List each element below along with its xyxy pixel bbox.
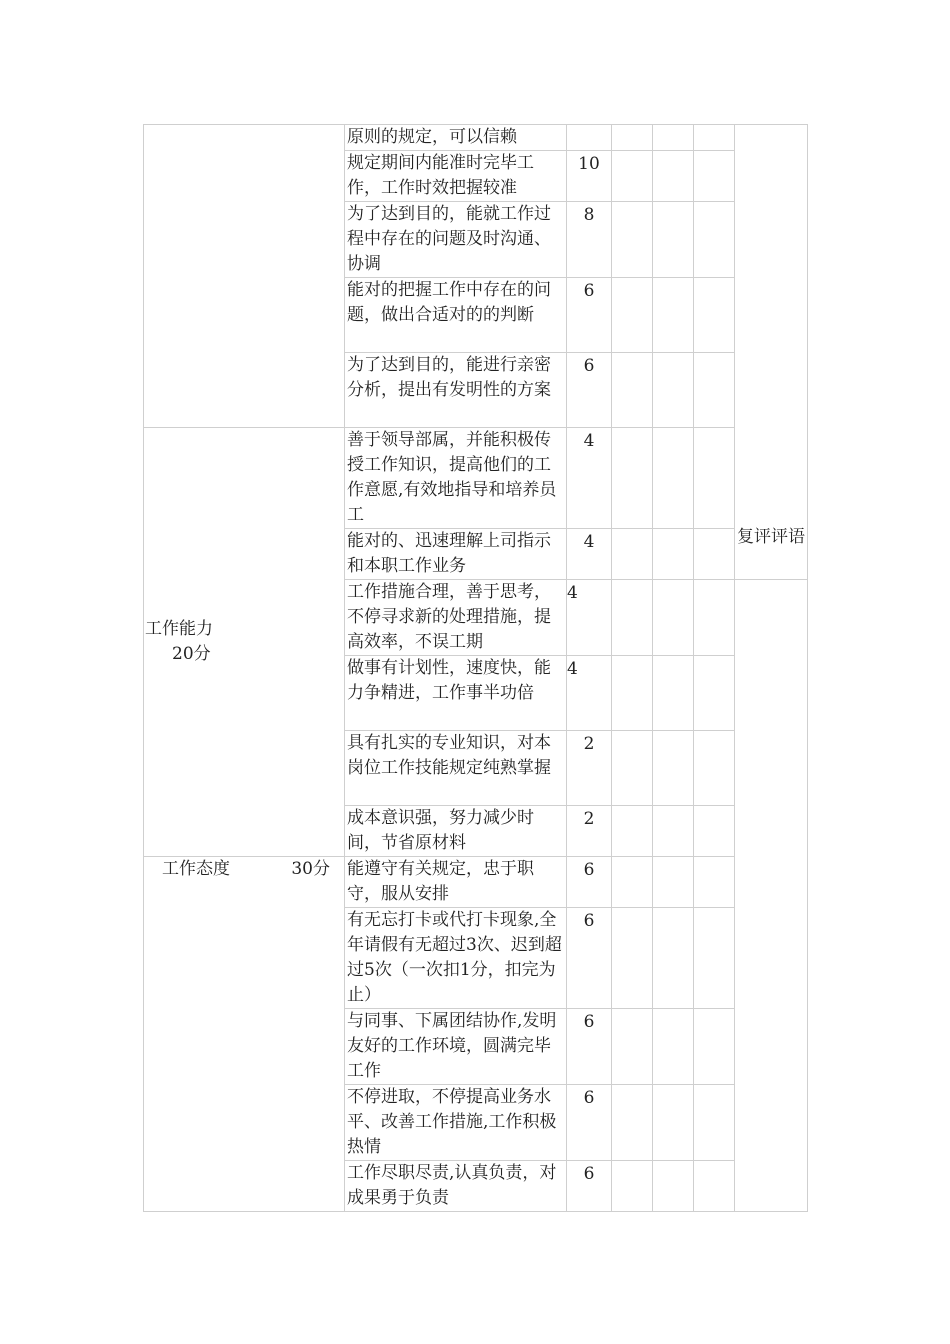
blank-cell — [653, 529, 694, 580]
criterion-cell: 为了达到目的，能进行亲密分析，提出有发明性的方案 — [345, 353, 567, 428]
blank-cell — [612, 908, 653, 1009]
category-cell-previous — [144, 125, 345, 428]
blank-cell — [612, 1085, 653, 1161]
blank-cell — [653, 428, 694, 529]
blank-cell — [612, 656, 653, 731]
blank-cell — [612, 278, 653, 353]
score-cell: 6 — [567, 857, 612, 908]
score-cell: 4 — [567, 656, 612, 731]
criterion-cell: 能遵守有关规定，忠于职守，服从安排 — [345, 857, 567, 908]
blank-cell — [653, 353, 694, 428]
criterion-cell: 原则的规定，可以信赖 — [345, 125, 567, 151]
blank-cell — [694, 580, 735, 656]
score-cell: 6 — [567, 1085, 612, 1161]
blank-cell — [612, 151, 653, 202]
score-cell: 6 — [567, 1009, 612, 1085]
score-cell: 10 — [567, 151, 612, 202]
category-ability-name: 工作能力 — [145, 619, 213, 639]
blank-cell — [612, 806, 653, 857]
score-cell: 4 — [567, 428, 612, 529]
blank-cell — [653, 151, 694, 202]
blank-cell — [612, 731, 653, 806]
category-attitude-points: 30分 — [291, 859, 330, 879]
criterion-cell: 为了达到目的，能就工作过程中存在的问题及时沟通、协调 — [345, 202, 567, 278]
score-cell: 4 — [567, 529, 612, 580]
blank-cell — [694, 731, 735, 806]
category-attitude-name: 工作态度 — [162, 859, 230, 879]
blank-cell — [694, 202, 735, 278]
blank-cell — [653, 806, 694, 857]
score-cell: 2 — [567, 731, 612, 806]
evaluation-table — [143, 124, 808, 1212]
blank-cell — [694, 806, 735, 857]
criterion-cell: 工作措施合理，善于思考，不停寻求新的处理措施，提高效率，不误工期 — [345, 580, 567, 656]
category-work-ability — [144, 428, 345, 857]
score-cell: 2 — [567, 806, 612, 857]
blank-cell — [694, 1161, 735, 1212]
blank-cell — [694, 908, 735, 1009]
blank-cell — [694, 656, 735, 731]
blank-cell — [694, 353, 735, 428]
score-cell — [567, 125, 612, 151]
remark-cell-upper — [735, 125, 808, 580]
blank-cell — [612, 125, 653, 151]
blank-cell — [653, 731, 694, 806]
criterion-cell: 能对的、迅速理解上司指示和本职工作业务 — [345, 529, 567, 580]
blank-cell — [612, 580, 653, 656]
blank-cell — [694, 428, 735, 529]
score-cell: 8 — [567, 202, 612, 278]
blank-cell — [653, 908, 694, 1009]
blank-cell — [612, 428, 653, 529]
criterion-cell: 善于领导部属，并能积极传授工作知识，提高他们的工作意愿,有效地指导和培养员工 — [345, 428, 567, 529]
score-cell: 6 — [567, 1161, 612, 1212]
criterion-cell: 不停进取，不停提高业务水平、改善工作措施,工作积极热情 — [345, 1085, 567, 1161]
criterion-cell: 做事有计划性，速度快，能力争精进，工作事半功倍 — [345, 656, 567, 731]
blank-cell — [653, 580, 694, 656]
blank-cell — [653, 278, 694, 353]
blank-cell — [694, 1085, 735, 1161]
remark-cell-lower — [735, 580, 808, 1212]
criterion-cell: 工作尽职尽责,认真负责，对成果勇于负责 — [345, 1161, 567, 1212]
score-cell: 4 — [567, 580, 612, 656]
category-work-attitude — [144, 857, 345, 1212]
blank-cell — [694, 151, 735, 202]
score-cell: 6 — [567, 908, 612, 1009]
blank-cell — [694, 125, 735, 151]
blank-cell — [694, 857, 735, 908]
blank-cell — [694, 1009, 735, 1085]
criterion-cell: 能对的把握工作中存在的问题，做出合适对的的判断 — [345, 278, 567, 353]
blank-cell — [653, 125, 694, 151]
blank-cell — [612, 202, 653, 278]
blank-cell — [612, 529, 653, 580]
blank-cell — [612, 857, 653, 908]
blank-cell — [653, 857, 694, 908]
criterion-cell: 与同事、下属团结协作,发明友好的工作环境，圆满完毕工作 — [345, 1009, 567, 1085]
blank-cell — [653, 656, 694, 731]
remark-label: 复评评语 — [737, 527, 805, 547]
blank-cell — [694, 529, 735, 580]
category-ability-points: 20分 — [172, 644, 211, 664]
score-cell: 6 — [567, 353, 612, 428]
criterion-cell: 具有扎实的专业知识，对本岗位工作技能规定纯熟掌握 — [345, 731, 567, 806]
criterion-cell: 成本意识强，努力减少时间，节省原材料 — [345, 806, 567, 857]
criterion-cell: 规定期间内能准时完毕工作，工作时效把握较准 — [345, 151, 567, 202]
blank-cell — [653, 1009, 694, 1085]
blank-cell — [653, 1161, 694, 1212]
blank-cell — [612, 1161, 653, 1212]
criterion-cell: 有无忘打卡或代打卡现象,全年请假有无超过3次、迟到超过5次（一次扣1分，扣完为止） — [345, 908, 567, 1009]
blank-cell — [653, 1085, 694, 1161]
blank-cell — [612, 1009, 653, 1085]
blank-cell — [612, 353, 653, 428]
score-cell: 6 — [567, 278, 612, 353]
blank-cell — [694, 278, 735, 353]
blank-cell — [653, 202, 694, 278]
